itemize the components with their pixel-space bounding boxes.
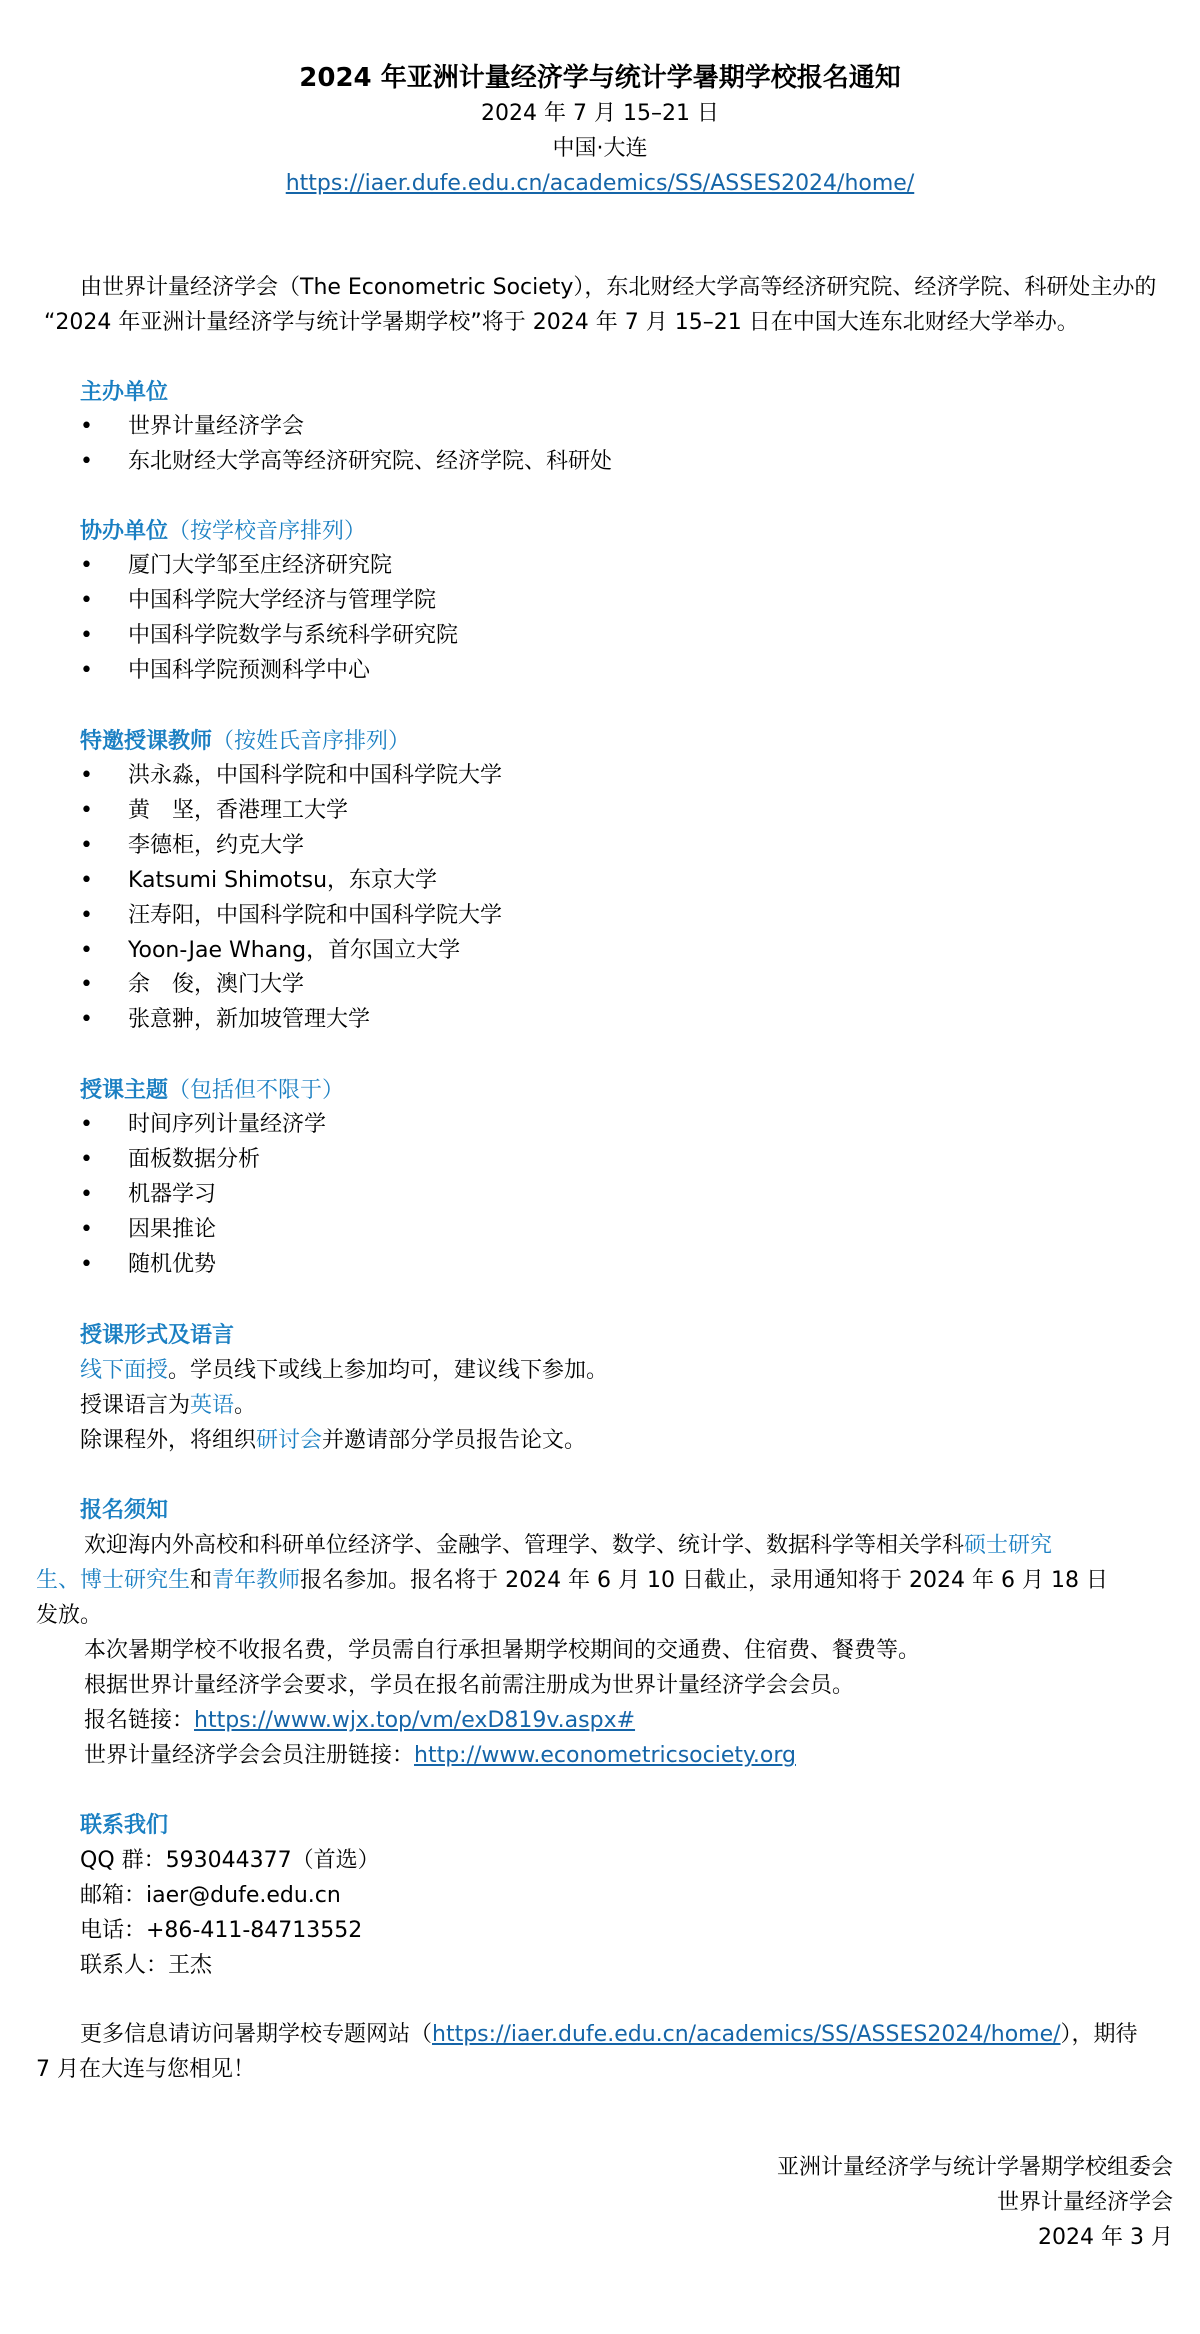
event-location: 中国·大连 [552,136,648,161]
format-line-1: 线下面授。学员线下或线上参加均可，建议线下参加。 [80,1358,609,1383]
topics-list [80,1108,344,1283]
contact-qq: QQ 群：593044377（首选） [80,1848,380,1873]
intro-line-1: 由世界计量经济学会（The Econometric Society），东北财经大学高等经济研究院、经济学院、科研处主办的 [80,275,1157,300]
bullet-icon: • [80,1146,93,1172]
bullet-icon: • [80,1112,93,1137]
registration-details [84,1633,920,1773]
bullet-icon: • [80,832,93,858]
closing-website-link[interactable]: https://iaer.dufe.edu.cn/academics/SS/ASSES2024/home/ [432,2022,1061,2047]
membership-link-row: 世界计量经济学会会员注册链接：http://www.econometricsociety.org [84,1743,796,1768]
registration-link-row: 报名链接：https://www.wjx.top/vm/exD819v.aspx# [84,1708,636,1733]
contact-phone: 电话：+86-411-84713552 [80,1918,363,1943]
bullet-icon: • [80,622,93,648]
bullet-icon: • [80,972,93,998]
list-item: • 洪永淼，中国科学院和中国科学院大学 [80,759,502,794]
list-item: • 中国科学院大学经济与管理学院 [80,584,458,619]
registration-p1-line-3: 发放。 [36,1603,103,1628]
bullet-icon: • [80,448,93,474]
list-item: • 余 俊，澳门大学 [80,968,502,1003]
organizers-list [80,410,612,480]
bullet-icon: • [80,657,93,683]
closing-line-1: 更多信息请访问暑期学校专题网站（https://iaer.dufe.edu.cn/academics/SS/ASSES2024/home/），期待 [80,2022,1138,2047]
section-organizers [80,375,612,480]
registration-p1-line-1: 欢迎海内外高校和科研单位经济学、金融学、管理学、数学、统计学、数据科学等相关学科硕士研究 [84,1533,1053,1558]
bullet-icon: • [80,763,93,788]
section-lecturers [80,724,502,1038]
bullet-icon: • [80,797,93,823]
bullet-icon: • [80,553,93,578]
signature-committee: 亚洲计量经济学与统计学暑期学校组委会 [776,2155,1173,2180]
coorganizers-list [80,549,458,689]
list-item: • 随机优势 [80,1248,344,1283]
signature-block [777,2150,1173,2255]
header [0,60,1200,201]
bullet-icon: • [80,1181,93,1207]
bullet-icon: • [80,1251,93,1277]
contact-person: 联系人：王杰 [80,1953,213,1978]
bullet-icon: • [80,902,93,928]
section-title-format: 授课形式及语言 [80,1323,235,1348]
list-item: • 面板数据分析 [80,1143,344,1178]
list-item: • 因果推论 [80,1213,344,1248]
section-title-lecturers: 特邀授课教师（按姓氏音序排列） [80,729,411,754]
section-topics [80,1073,344,1283]
page-title: 2024 年亚洲计量经济学与统计学暑期学校报名通知 [299,63,901,93]
list-item: • 黄 坚，香港理工大学 [80,794,502,829]
event-date: 2024 年 7 月 15–21 日 [481,101,719,126]
list-item: • Yoon-Jae Whang，首尔国立大学 [80,934,502,969]
bullet-icon: • [80,414,93,439]
intro-line-2: “2024 年亚洲计量经济学与统计学暑期学校”将于 2024 年 7 月 15–21 日在中国大连东北财经大学举办。 [44,310,1079,335]
section-title-contact: 联系我们 [80,1813,169,1838]
bullet-icon: • [80,867,93,893]
lecturers-list [80,759,502,1038]
signature-date: 2024 年 3 月 [1038,2225,1173,2250]
list-item: • 汪寿阳，中国科学院和中国科学院大学 [80,899,502,934]
bullet-icon: • [80,937,93,963]
list-item: • 世界计量经济学会 [80,410,612,445]
format-line-2: 授课语言为英语。 [80,1393,257,1418]
registration-link[interactable]: https://www.wjx.top/vm/exD819v.aspx# [194,1708,636,1733]
section-contact [80,1808,380,1983]
list-item: • 张意翀，新加坡管理大学 [80,1003,502,1038]
format-line-3: 除课程外，将组织研讨会并邀请部分学员报告论文。 [80,1428,587,1453]
contact-email: 邮箱：iaer@dufe.edu.cn [80,1883,341,1908]
section-title-topics: 授课主题（包括但不限于） [80,1078,345,1103]
section-title-registration: 报名须知 [80,1498,169,1523]
membership-link[interactable]: http://www.econometricsociety.org [414,1743,796,1768]
signature-society: 世界计量经济学会 [996,2190,1173,2215]
registration-membership-note: 根据世界计量经济学会要求，学员在报名前需注册成为世界计量经济学会会员。 [84,1673,855,1698]
list-item: • 厦门大学邹至庄经济研究院 [80,549,458,584]
section-coorganizers [80,514,458,689]
registration-fee-note: 本次暑期学校不收报名费，学员需自行承担暑期学校期间的交通费、住宿费、餐费等。 [84,1638,921,1663]
bullet-icon: • [80,1216,93,1242]
section-title-coorganizers: 协办单位（按学校音序排列） [80,519,367,544]
header-website-link[interactable]: https://iaer.dufe.edu.cn/academics/SS/ASSES2024/home/ [285,171,915,196]
registration-p1-line-2: 生、博士研究生和青年教师报名参加。报名将于 2024 年 6 月 10 日截止，录用通知将于 2024 年 6 月 18 日 [36,1568,1108,1593]
section-format [80,1318,608,1458]
list-item: • 中国科学院数学与系统科学研究院 [80,619,458,654]
section-title-organizers: 主办单位 [80,380,169,405]
list-item: • 东北财经大学高等经济研究院、经济学院、科研处 [80,445,612,480]
closing-line-2: 7 月在大连与您相见！ [36,2057,255,2082]
list-item: • Katsumi Shimotsu，东京大学 [80,864,502,899]
list-item: • 中国科学院预测科学中心 [80,654,458,689]
list-item: • 时间序列计量经济学 [80,1108,344,1143]
bullet-icon: • [80,587,93,613]
bullet-icon: • [80,1007,93,1033]
list-item: • 李德柜，约克大学 [80,829,502,864]
list-item: • 机器学习 [80,1178,344,1213]
